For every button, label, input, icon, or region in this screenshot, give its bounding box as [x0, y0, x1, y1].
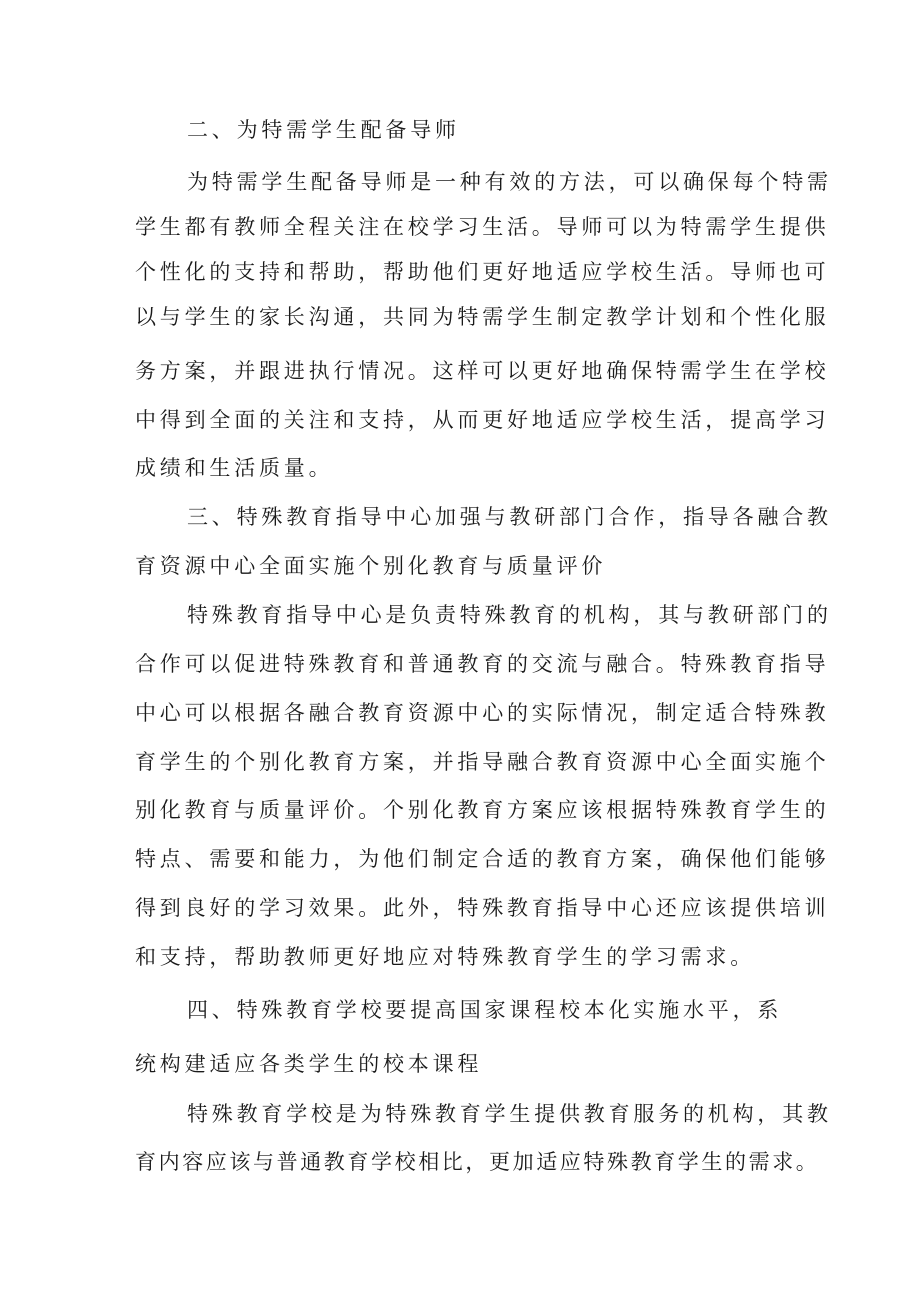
section-4-heading-line: 四、特殊教育学校要提高国家课程校本化实施水平，系 [187, 998, 783, 1022]
paragraph-line: 育学生的个别化教育方案，并指导融合教育资源中心全面实施个 [135, 750, 830, 774]
paragraph-line: 合作可以促进特殊教育和普通教育的交流与融合。特殊教育指导 [135, 652, 830, 676]
paragraph-line: 别化教育与质量评价。个别化教育方案应该根据特殊教育学生的 [135, 798, 830, 822]
paragraph-line: 为特需学生配备导师是一种有效的方法，可以确保每个特需 [187, 170, 832, 194]
paragraph-line: 特殊教育指导中心是负责特殊教育的机构，其与教研部门的 [187, 603, 832, 627]
paragraph-line: 特点、需要和能力，为他们制定合适的教育方案，确保他们能够 [135, 847, 830, 871]
paragraph-line: 中心可以根据各融合教育资源中心的实际情况，制定适合特殊教 [135, 701, 830, 725]
paragraph-line: 和支持，帮助教师更好地应对特殊教育学生的学习需求。 [135, 945, 755, 969]
paragraph-line: 学生都有教师全程关注在校学习生活。导师可以为特需学生提供 [135, 215, 830, 239]
paragraph-line: 中得到全面的关注和支持，从而更好地适应学校生活，提高学习 [135, 408, 830, 432]
paragraph-line: 务方案，并跟进执行情况。这样可以更好地确保特需学生在学校 [135, 359, 830, 383]
section-2-heading: 二、为特需学生配备导师 [187, 118, 460, 142]
paragraph-line: 成绩和生活质量。 [135, 456, 334, 480]
paragraph-line: 得到良好的学习效果。此外，特殊教育指导中心还应该提供培训 [135, 896, 830, 920]
paragraph-line: 以与学生的家长沟通，共同为特需学生制定教学计划和个性化服 [135, 305, 830, 329]
paragraph-line: 育内容应该与普通教育学校相比，更加适应特殊教育学生的需求。 [135, 1150, 820, 1174]
paragraph-line: 特殊教育学校是为特殊教育学生提供教育服务的机构，其教 [187, 1102, 832, 1126]
section-3-heading-line: 三、特殊教育指导中心加强与教研部门合作，指导各融合教 [187, 505, 832, 529]
section-4-heading-line: 统构建适应各类学生的校本课程 [135, 1052, 483, 1076]
paragraph-line: 个性化的支持和帮助，帮助他们更好地适应学校生活。导师也可 [135, 260, 830, 284]
section-3-heading-line: 育资源中心全面实施个别化教育与质量评价 [135, 554, 607, 578]
